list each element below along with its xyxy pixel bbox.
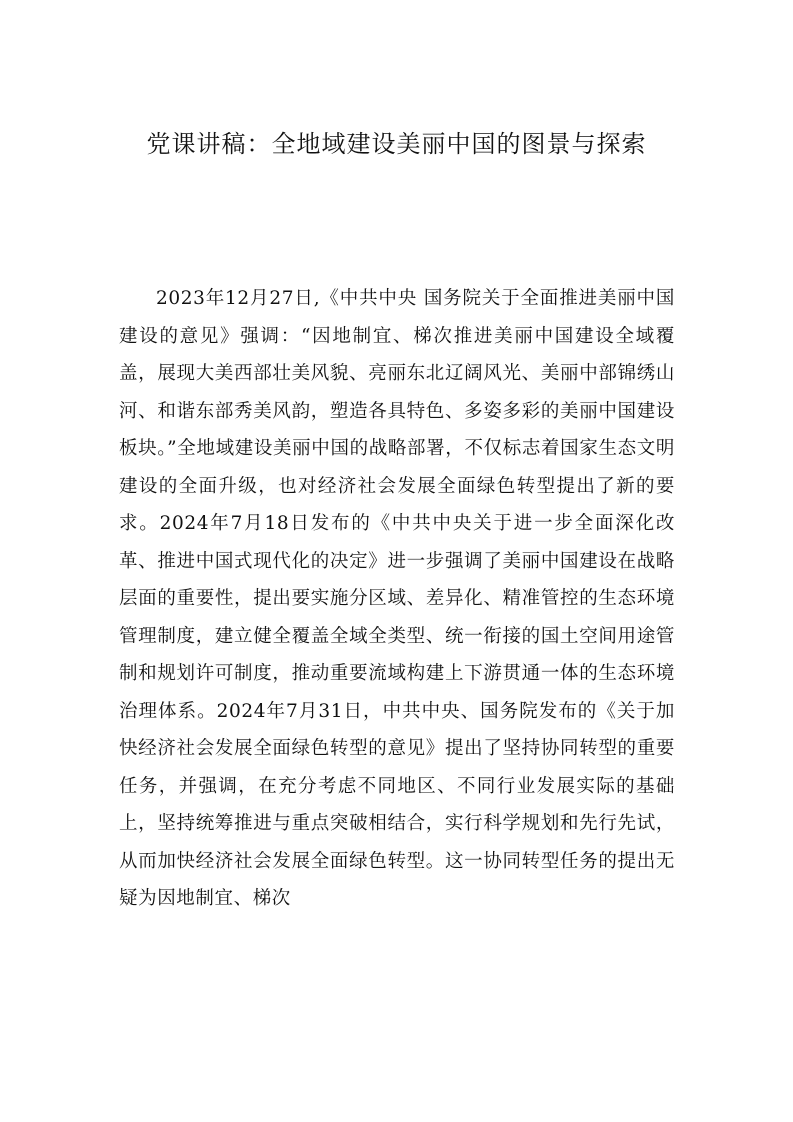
body-paragraph: 2023年12月27日,《中共中央 国务院关于全面推进美丽中国建设的意见》强调：“因地制宜、梯次推进美丽中国建设全域覆盖，展现大美西部壮美风貌、亮丽东北辽阔风光、美丽中部锦绣山河、和谐东部秀美风韵，塑造各具特色、多姿多彩的美丽中国建设板块。”全地域建设美丽中国的战略部署，不仅标志着国家生态文明建设的全面升级，也对经济社会发展全面绿色转型提出了新的要求。2024年7月18日发布的《中共中央关于进一步全面深化改革、推进中国式现代化的决定》进一步强调了美丽中国建设在战略层面的重要性，提出要实施分区域、差异化、精准管控的生态环境管理制度，建立健全覆盖全域全类型、统一衔接的国土空间用途管制和规划许可制度，推动重要流域构建上下游贯通一体的生态环境治理体系。2024年7月31日，中共中央、国务院发布的《关于加快经济社会发展全面绿色转型的意见》提出了坚持协同转型的重要任务，并强调，在充分考虑不同地区、不同行业发展实际的基础上，坚持统筹推进与重点突破相结合，实行科学规划和先行先试，从而加快经济社会发展全面绿色转型。这一协同转型任务的提出无疑为因地制宜、梯次 <box>119 288 675 909</box>
document-title: 党课讲稿：全地域建设美丽中国的图景与探索 <box>146 130 647 158</box>
